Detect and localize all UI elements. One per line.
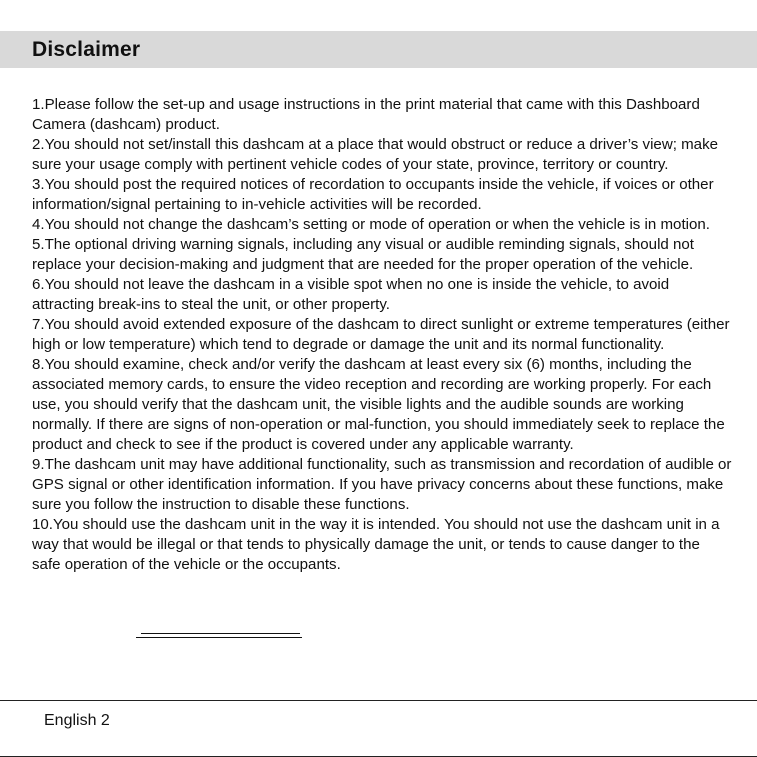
disclaimer-body bbox=[32, 95, 732, 575]
disclaimer-item-5: 5.The optional driving warning signals, including any visual or audible reminding signals, should not replace your decision-making and judgment that are needed for the proper operation of the vehicle. bbox=[32, 236, 695, 273]
underline-mark bbox=[136, 637, 302, 638]
disclaimer-item-3: 3.You should post the required notices of recordation to occupants inside the vehicle, if voices or other information/signal pertaining to in-vehicle activities will be recorded. bbox=[32, 176, 714, 213]
disclaimer-item-6: 6.You should not leave the dashcam in a visible spot when no one is inside the vehicle, to avoid attracting break-ins to steal the unit, or other property. bbox=[32, 276, 670, 313]
disclaimer-item-4: 4.You should not change the dashcam’s setting or mode of operation or when the vehicle is in motion. bbox=[32, 216, 710, 233]
disclaimer-item-8: 8.You should examine, check and/or verify the dashcam at least every six (6) months, including the associated memory cards, to ensure the video reception and recording are working properly. For each use, you should verify that the dashcam unit, the visible lights and the audible sounds are working normally. If there are signs of non-operation or mal-function, you should immediately seek to replace the product and check to see if the product is covered under any applicable warranty. bbox=[32, 356, 725, 453]
page-number: English 2 bbox=[44, 712, 110, 729]
disclaimer-item-9: 9.The dashcam unit may have additional functionality, such as transmission and recordation of audible or GPS signal or other identification information. If you have privacy concerns about these functions, make sure you follow the instruction to disable these functions. bbox=[32, 456, 732, 513]
disclaimer-item-1: 1.Please follow the set-up and usage instructions in the print material that came with this Dashboard Camera (dashcam) product. bbox=[32, 96, 700, 133]
disclaimer-item-2: 2.You should not set/install this dashcam at a place that would obstruct or reduce a driver’s view; make sure your usage comply with pertinent vehicle codes of your state, province, territory or country. bbox=[32, 136, 719, 173]
page-title: Disclaimer bbox=[32, 38, 141, 61]
underline-mark bbox=[141, 633, 300, 634]
disclaimer-item-7: 7.You should avoid extended exposure of the dashcam to direct sunlight or extreme temperatures (either high or low temperature) which tend to degrade or damage the unit and its normal functionality. bbox=[32, 316, 730, 353]
disclaimer-item-10: 10.You should use the dashcam unit in the way it is intended. You should not use the dashcam unit in a way that would be illegal or that tends to physically damage the unit, or tends to cause danger to the safe operation of the vehicle or the occupants. bbox=[32, 516, 720, 573]
footer-divider-top bbox=[0, 700, 757, 701]
